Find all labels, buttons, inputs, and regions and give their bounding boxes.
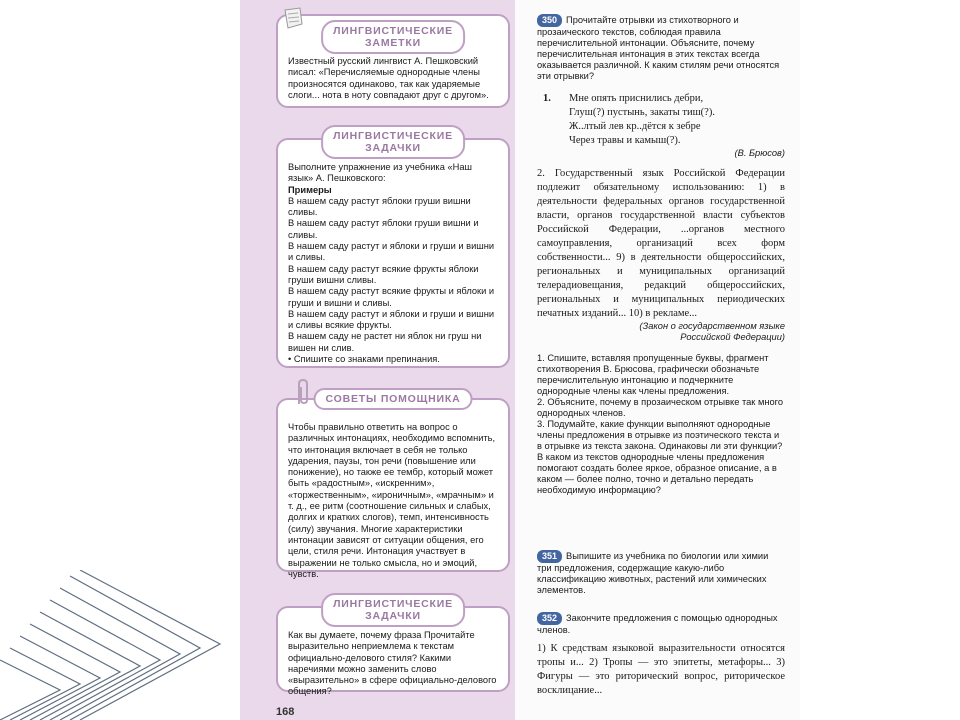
example-line: В нашем саду растут всякие фрукты и яблоки и груши и вишни и сливы. bbox=[288, 286, 495, 308]
example-line: В нашем саду растут яблоки груши вишни и сливы. bbox=[288, 218, 479, 240]
ex350-q3: 3. Подумайте, какие функции выполняют однородные члены предложения в отрывке из поэтического текста и в отрывке из текста закона. Одинаковы ли эти функции? В каком из текстов однородные члены предложения помогают создать более яркое, образное описание, а в каком — более полно, точно и детально передать необходимую информацию? bbox=[537, 419, 783, 495]
prose-excerpt: 2. Государственный язык Российской Федерации подлежит обязательному использованию: 1) в деятельности федеральных органов государственной власти, органов государственной власти субъектов Российской Федерации, ...органов местного самоуправления, организаций всех форм собственности... 9) в деятельности общероссийских, региональных и муниципальных организаций телерадиовещания, редакций общероссийских, региональных и муниципальных периодических печатных изданий... 10) в рекламе... bbox=[537, 168, 785, 319]
decorative-chevrons bbox=[0, 570, 240, 720]
ex352-sentence: 1) К средствам языковой выразительности относятся тропы и... 2) Тропы — это эпитеты, метафоры... 3) Фигуры — это риторический вопрос, риторическое восклицание... bbox=[537, 643, 785, 696]
tasks2-title: ЛИНГВИСТИЧЕСКИЕ ЗАДАЧКИ bbox=[321, 593, 465, 627]
notes-title: ЛИНГВИСТИЧЕСКИЕ ЗАМЕТКИ bbox=[321, 20, 465, 54]
advice-text: Чтобы правильно ответить на вопрос о различных интонациях, необходимо вспомнить, что интонация включает в себя не только ударения, паузы, тон речи (повышение или понижение), но также ее тембр, который может быть «радостным», «искренним», «торжественным», «ироничным», «мрачным» и т. д., ее ритм (соотношение сильных и слабых, долгих и кратких слогов), темп, интенсивность (силу) звучания. Многие характеристики интонации зависят от ситуации общения, его цели, стиля речи. Интонация участвует в выражении не только смысла, но и эмоций, чувств. bbox=[288, 422, 496, 579]
example-line: В нашем саду растут яблоки груши вишни сливы. bbox=[288, 195, 471, 218]
helper-advice-box bbox=[276, 398, 510, 579]
advice-title: СОВЕТЫ ПОМОЩНИКА bbox=[314, 388, 473, 410]
ex350-task: Прочитайте отрывки из стихотворного и прозаического текстов, соблюдая правила перечислительной интонации. Объясните, почему перечислительная интонация в этих текстах всегда оказывается различной. К каким стилям речи относятся эти отрывки? bbox=[537, 15, 780, 81]
example-line: В нашем саду растут и яблоки и груши и вишни и сливы. bbox=[288, 241, 495, 263]
page-number: 168 bbox=[276, 706, 295, 718]
poem-line: Через травы и камыш(?). bbox=[569, 135, 681, 146]
linguistic-tasks-box-1 bbox=[276, 138, 510, 368]
notes-text: Известный русский лингвист А. Пешковский писал: «Перечисляемые однородные члены произносятся одинаково, так как ударяемые слоги... нота в ноту совпадают друг с другом». bbox=[288, 56, 489, 100]
exercise-351 bbox=[537, 550, 785, 596]
poem-line: Глуш(?) пустынь, закаты тиш(?). bbox=[569, 107, 715, 118]
ex352-text: Закончите предложения с помощью однородных членов. bbox=[537, 613, 778, 635]
tasks1-title: ЛИНГВИСТИЧЕСКИЕ ЗАДАЧКИ bbox=[321, 125, 465, 159]
ex351-text: Выпишите из учебника по биологии или химии три предложения, содержащие какую-либо классификацию животных, растений или химических элементов. bbox=[537, 551, 769, 595]
tasks1-instruction: Спишите со знаками препинания. bbox=[293, 354, 440, 365]
ex350-q1: 1. Спишите, вставляя пропущенные буквы, фрагмент стихотворения В. Брюсова, графически обозначьте перечислительную интонацию и подчеркните однородные члены как члены предложения. bbox=[537, 353, 769, 396]
exercise-350 bbox=[537, 14, 785, 496]
exercise-number-badge: 352 bbox=[537, 612, 562, 625]
tasks1-body: Выполните упражнение из учебника «Наш язык» А. Пешковского: Примеры В нашем саду растут яблоки груши вишни сливы. В нашем саду растут яблоки груши вишни и сливы. В нашем саду растут и яблоки и груши и вишни и сливы. В нашем саду растут всякие фрукты яблоки груши вишни сливы. В нашем саду растут всякие фрукты и яблоки и груши и вишни и сливы. В нашем саду растут и яблоки и груши и вишни и сливы всякие фрукты. В нашем саду не растет ни яблок ни груш ни вишен ни слив. • Спишите со знаками препинания. bbox=[288, 162, 498, 365]
exercise-number-badge: 351 bbox=[537, 550, 562, 563]
prose-source: (Закон о государственном языке Российской Федерации) bbox=[639, 321, 785, 342]
example-line: В нашем саду не растет ни яблок ни груш ни вишен ни слив. bbox=[288, 331, 482, 353]
poem: 1. Мне опять приснились дебри, Глуш(?) пустынь, закаты тиш(?). Ж..лтый лев кр..дётся к зебре Через травы и камыш(?). bbox=[555, 92, 785, 148]
poem-line: Ж..лтый лев кр..дётся к зебре bbox=[569, 121, 701, 132]
example-line: В нашем саду растут и яблоки и груши и вишни и сливы всякие фрукты. bbox=[288, 308, 495, 331]
textbook-page bbox=[240, 0, 800, 720]
exercise-352 bbox=[537, 612, 785, 698]
poem-line: Мне опять приснились дебри, bbox=[569, 93, 704, 104]
example-line: В нашем саду растут всякие фрукты яблоки груши вишни сливы. bbox=[288, 263, 479, 285]
linguistic-notes-box bbox=[276, 14, 510, 108]
tasks2-text: Как вы думаете, почему фраза Прочитайте выразительно неприемлема к текстам официально-делового стиля? Какими наречиями можно заменить слово «выразительно» в сфере официально-делового общения? bbox=[288, 630, 497, 697]
note-icon bbox=[280, 6, 306, 32]
ex350-q2: 2. Объясните, почему в прозаическом отрывке так много однородных членов. bbox=[537, 397, 784, 418]
paperclip-icon bbox=[292, 378, 314, 408]
poem-author: (В. Брюсов) bbox=[734, 148, 785, 158]
exercise-number-badge: 350 bbox=[537, 14, 562, 27]
